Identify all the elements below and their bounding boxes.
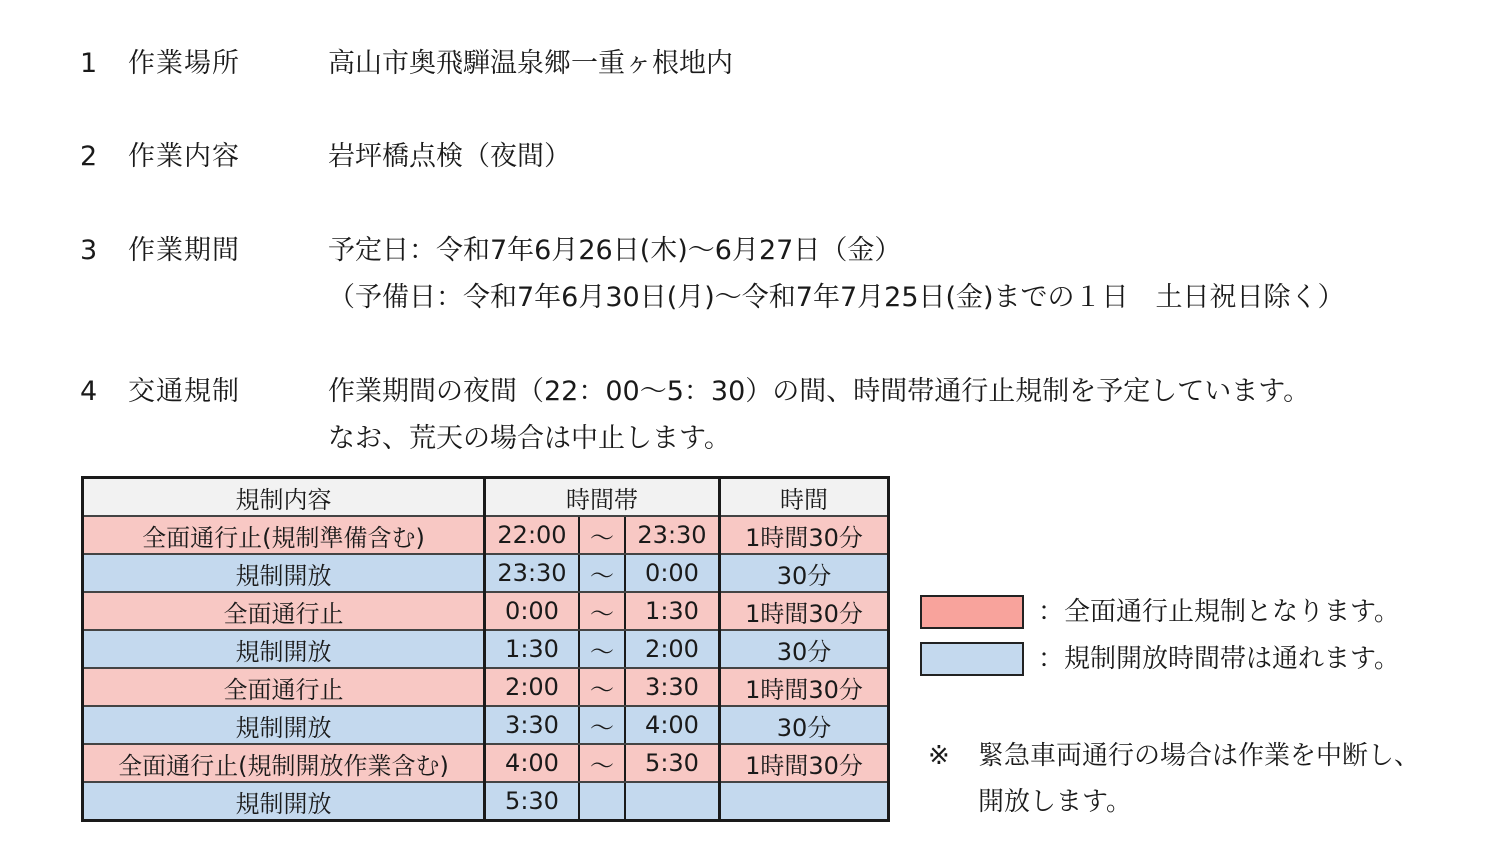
item-label: 作業場所 bbox=[128, 48, 240, 79]
cell-to: 23:30 bbox=[625, 516, 720, 554]
legend-text-closed: ：全面通行止規制となります。 bbox=[1038, 597, 1400, 627]
cell-from: 1:30 bbox=[485, 630, 580, 668]
table-row bbox=[83, 782, 889, 821]
cell-content: 全面通行止 bbox=[83, 592, 485, 630]
cell-tilde: ～ bbox=[579, 554, 625, 592]
cell-tilde bbox=[579, 782, 625, 821]
cell-duration: 30分 bbox=[720, 554, 889, 592]
cell-tilde: ～ bbox=[579, 592, 625, 630]
cell-content: 全面通行止(規制開放作業含む) bbox=[83, 744, 485, 782]
cell-to: 4:00 bbox=[625, 706, 720, 744]
cell-to: 1:30 bbox=[625, 592, 720, 630]
cell-content: 全面通行止 bbox=[83, 668, 485, 706]
cell-to bbox=[625, 782, 720, 821]
cell-to: 3:30 bbox=[625, 668, 720, 706]
cell-from: 23:30 bbox=[485, 554, 580, 592]
cell-content: 全面通行止(規制準備含む) bbox=[83, 516, 485, 554]
item-number: 3 bbox=[80, 235, 98, 266]
item-text-reserve: （予備日：令和7年6月30日(月)～令和7年7月25日(金)までの１日 土日祝日除く） bbox=[328, 282, 1345, 313]
cell-tilde: ～ bbox=[579, 630, 625, 668]
cell-to: 0:00 bbox=[625, 554, 720, 592]
header-content: 規制内容 bbox=[83, 478, 485, 517]
cell-to: 5:30 bbox=[625, 744, 720, 782]
cell-duration: 30分 bbox=[720, 630, 889, 668]
cell-content: 規制開放 bbox=[83, 554, 485, 592]
cell-duration: 30分 bbox=[720, 706, 889, 744]
table-row bbox=[83, 706, 889, 744]
cell-duration bbox=[720, 782, 889, 821]
cell-from: 22:00 bbox=[485, 516, 580, 554]
cell-content: 規制開放 bbox=[83, 706, 485, 744]
item-label: 作業期間 bbox=[128, 235, 240, 266]
note-line-1: 緊急車両通行の場合は作業を中断し、 bbox=[978, 741, 1421, 771]
item-number: 4 bbox=[80, 376, 98, 407]
table-row bbox=[83, 554, 889, 592]
item-text-weather: なお、荒天の場合は中止します。 bbox=[328, 423, 731, 454]
cell-tilde: ～ bbox=[579, 516, 625, 554]
item-text: 岩坪橋点検（夜間） bbox=[328, 141, 571, 172]
cell-from: 2:00 bbox=[485, 668, 580, 706]
cell-from: 3:30 bbox=[485, 706, 580, 744]
header-duration: 時間 bbox=[720, 478, 889, 517]
item-text: 作業期間の夜間（22：00～5：30）の間、時間帯通行止規制を予定しています。 bbox=[328, 376, 1311, 407]
item-text: 高山市奥飛騨温泉郷一重ヶ根地内 bbox=[328, 48, 733, 79]
note-mark: ※ bbox=[928, 741, 950, 771]
cell-tilde: ～ bbox=[579, 706, 625, 744]
table-row bbox=[83, 592, 889, 630]
item-number: 1 bbox=[80, 48, 98, 79]
table-header-row bbox=[83, 478, 889, 517]
cell-from: 5:30 bbox=[485, 782, 580, 821]
item-label: 交通規制 bbox=[128, 376, 240, 407]
note-line-2: 開放します。 bbox=[978, 787, 1132, 817]
table-row bbox=[83, 744, 889, 782]
cell-content: 規制開放 bbox=[83, 782, 485, 821]
cell-tilde: ～ bbox=[579, 744, 625, 782]
table-row bbox=[83, 516, 889, 554]
table-row bbox=[83, 630, 889, 668]
cell-from: 4:00 bbox=[485, 744, 580, 782]
item-text: 予定日：令和7年6月26日(木)～6月27日（金） bbox=[328, 235, 902, 266]
item-label: 作業内容 bbox=[128, 141, 240, 172]
cell-from: 0:00 bbox=[485, 592, 580, 630]
legend-swatch-open bbox=[920, 642, 1024, 676]
cell-duration: 1時間30分 bbox=[720, 592, 889, 630]
header-time-band: 時間帯 bbox=[485, 478, 720, 517]
cell-duration: 1時間30分 bbox=[720, 744, 889, 782]
item-number: 2 bbox=[80, 141, 98, 172]
legend-swatch-closed bbox=[920, 595, 1024, 629]
cell-to: 2:00 bbox=[625, 630, 720, 668]
cell-tilde: ～ bbox=[579, 668, 625, 706]
cell-content: 規制開放 bbox=[83, 630, 485, 668]
legend-text-open: ：規制開放時間帯は通れます。 bbox=[1038, 644, 1400, 674]
table-row bbox=[83, 668, 889, 706]
cell-duration: 1時間30分 bbox=[720, 516, 889, 554]
cell-duration: 1時間30分 bbox=[720, 668, 889, 706]
schedule-table bbox=[81, 476, 890, 822]
